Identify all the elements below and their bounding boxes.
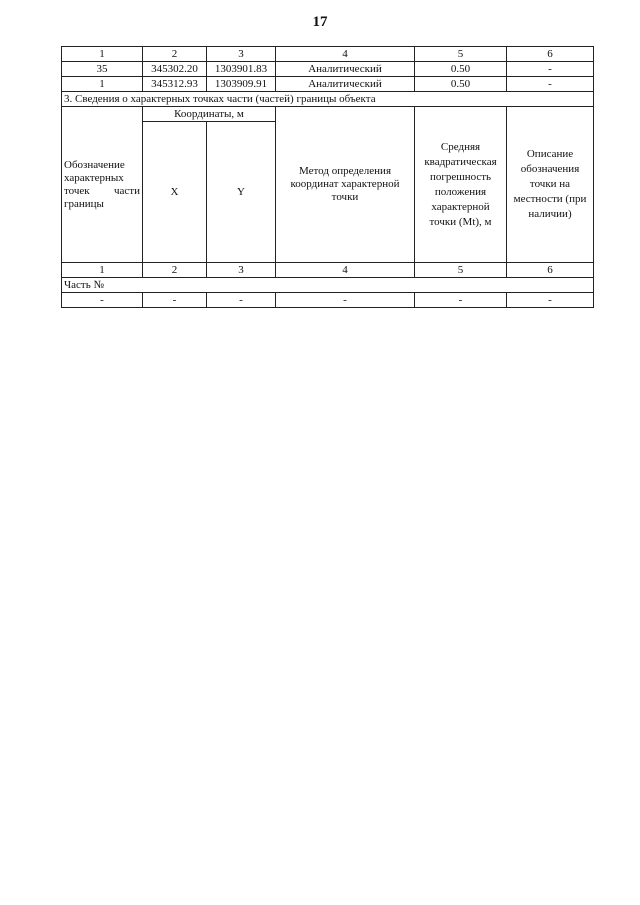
col-y-header: Y [207, 122, 276, 263]
col-error-header: Средняя квадратическая погрешность положения характерной точки (Mt), м [415, 107, 507, 263]
table-row [62, 293, 594, 308]
coord-x-cell: 345312.93 [143, 77, 207, 92]
coord-y-cell: 1303901.83 [207, 62, 276, 77]
col-method-header: Метод определения координат характерной точки [276, 107, 415, 263]
header-cell: 2 [143, 47, 207, 62]
coord-y-cell: 1303909.91 [207, 77, 276, 92]
method-cell: Аналитический [276, 77, 415, 92]
empty-cell: - [507, 293, 594, 308]
method-cell: Аналитический [276, 62, 415, 77]
page-number: 17 [312, 14, 328, 30]
description-cell: - [507, 77, 594, 92]
header-cell: 2 [143, 263, 207, 278]
parts-header-row [62, 107, 594, 122]
empty-cell: - [276, 293, 415, 308]
empty-cell: - [207, 293, 276, 308]
header-cell: 3 [207, 47, 276, 62]
section-title: 3. Сведения о характерных точках части (частей) границы объекта [62, 92, 594, 107]
header-cell: 4 [276, 263, 415, 278]
col-designation-header: Обозначение характерных точек части границы [62, 107, 143, 263]
error-cell: 0.50 [415, 77, 507, 92]
part-label: Часть № [62, 278, 594, 293]
section-title-row [62, 92, 594, 107]
header-cell: 6 [507, 47, 594, 62]
empty-cell: - [62, 293, 143, 308]
col-description-header: Описание обозначения точки на местности (при наличии) [507, 107, 594, 263]
description-cell: - [507, 62, 594, 77]
table-row [62, 77, 594, 92]
header-cell: 6 [507, 263, 594, 278]
header-cell: 3 [207, 263, 276, 278]
col-x-header: X [143, 122, 207, 263]
table-row [62, 62, 594, 77]
header-cell: 5 [415, 263, 507, 278]
error-cell: 0.50 [415, 62, 507, 77]
header-cell: 1 [62, 47, 143, 62]
empty-cell: - [415, 293, 507, 308]
coords-group-header: Координаты, м [143, 107, 276, 122]
column-number-row [62, 47, 594, 62]
column-number-row [62, 263, 594, 278]
header-cell: 1 [62, 263, 143, 278]
boundary-points-table [61, 46, 594, 308]
point-number-cell: 35 [62, 62, 143, 77]
header-cell: 4 [276, 47, 415, 62]
header-cell: 5 [415, 47, 507, 62]
part-label-row [62, 278, 594, 293]
point-number-cell: 1 [62, 77, 143, 92]
coord-x-cell: 345302.20 [143, 62, 207, 77]
empty-cell: - [143, 293, 207, 308]
